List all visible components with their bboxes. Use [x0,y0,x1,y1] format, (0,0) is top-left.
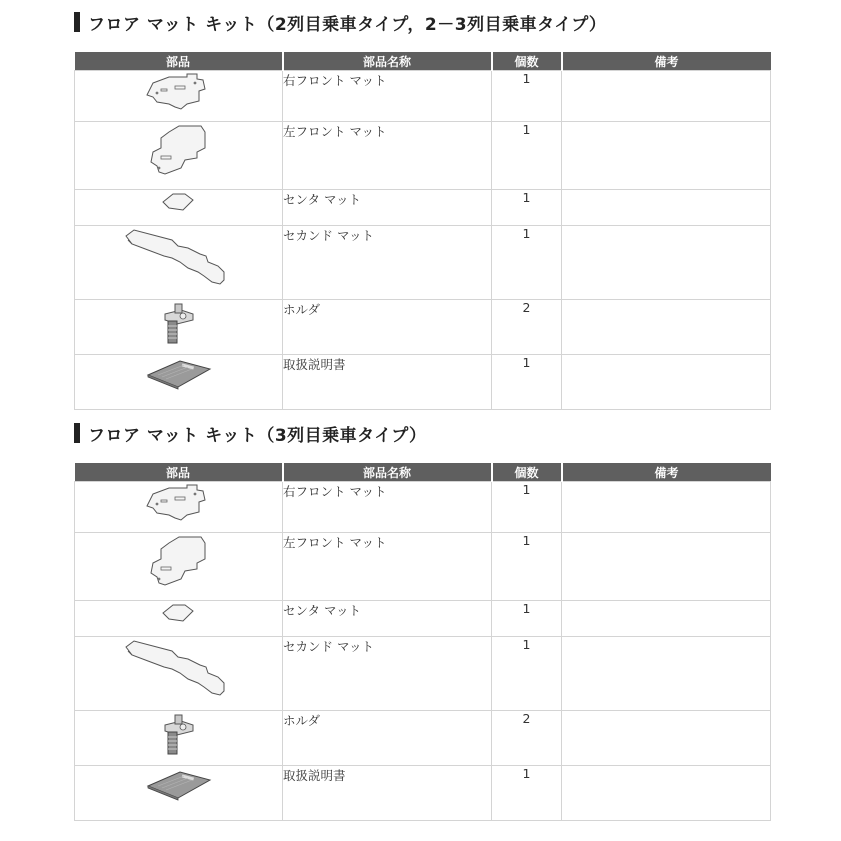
part-image-cell [75,190,283,226]
second-mat-icon [124,637,234,699]
header-qty: 個数 [492,463,562,482]
heading-bar [74,12,80,32]
part-note [562,226,771,300]
section-1-title: フロア マット キット（2列目乗車タイプ，2－3列目乗車タイプ） [88,14,607,35]
part-name: 右フロント マット [283,482,492,533]
table-row [75,355,771,410]
part-name: 取扱説明書 [283,355,492,410]
part-note [562,766,771,821]
table-row [75,533,771,601]
part-name: セカンド マット [283,637,492,711]
table-row [75,482,771,533]
part-note [562,533,771,601]
table-header-row [75,52,771,71]
front-right-mat-icon [139,482,219,522]
table-row [75,71,771,122]
heading-bar [74,423,80,443]
part-image-cell [75,482,283,533]
part-name: 左フロント マット [283,533,492,601]
part-name: 左フロント マット [283,122,492,190]
part-note [562,300,771,355]
part-image-cell [75,533,283,601]
part-note [562,482,771,533]
part-qty: 1 [492,637,562,711]
part-image-cell [75,711,283,766]
part-qty: 1 [492,482,562,533]
part-name: ホルダ [283,300,492,355]
center-mat-icon [159,190,199,214]
center-mat-icon [159,601,199,625]
part-image-cell [75,300,283,355]
part-name: 取扱説明書 [283,766,492,821]
part-qty: 2 [492,300,562,355]
part-note [562,122,771,190]
section-2-title: フロア マット キット（3列目乗車タイプ） [88,425,427,446]
table-row [75,226,771,300]
part-name: 右フロント マット [283,71,492,122]
section-1-heading [74,11,606,33]
part-qty: 1 [492,766,562,821]
part-note [562,355,771,410]
table-row [75,122,771,190]
second-mat-icon [124,226,234,288]
header-qty: 個数 [492,52,562,71]
section-2-heading [74,422,426,444]
part-note [562,637,771,711]
table-row [75,637,771,711]
part-name: センタ マット [283,601,492,637]
part-note [562,711,771,766]
part-image-cell [75,122,283,190]
header-note: 備考 [562,52,771,71]
table-row [75,766,771,821]
header-name: 部品名称 [283,52,492,71]
part-name: センタ マット [283,190,492,226]
part-qty: 1 [492,533,562,601]
holder-icon [159,711,199,757]
part-image-cell [75,226,283,300]
table-row [75,300,771,355]
front-left-mat-icon [139,533,219,587]
part-image-cell [75,766,283,821]
part-image-cell [75,601,283,637]
parts-table-1 [74,52,771,410]
part-qty: 1 [492,601,562,637]
part-qty: 1 [492,190,562,226]
part-note [562,601,771,637]
part-name: ホルダ [283,711,492,766]
holder-icon [159,300,199,346]
part-qty: 1 [492,122,562,190]
table-header-row [75,463,771,482]
header-name: 部品名称 [283,463,492,482]
parts-table-2 [74,463,771,821]
part-image-cell [75,71,283,122]
header-part: 部品 [75,52,283,71]
header-part: 部品 [75,463,283,482]
table-row [75,711,771,766]
part-image-cell [75,355,283,410]
manual-icon [144,766,214,802]
manual-icon [144,355,214,391]
part-qty: 1 [492,71,562,122]
part-note [562,71,771,122]
part-name: セカンド マット [283,226,492,300]
table-row [75,190,771,226]
part-qty: 2 [492,711,562,766]
part-image-cell [75,637,283,711]
table-row [75,601,771,637]
front-left-mat-icon [139,122,219,176]
part-qty: 1 [492,226,562,300]
front-right-mat-icon [139,71,219,111]
part-note [562,190,771,226]
header-note: 備考 [562,463,771,482]
part-qty: 1 [492,355,562,410]
